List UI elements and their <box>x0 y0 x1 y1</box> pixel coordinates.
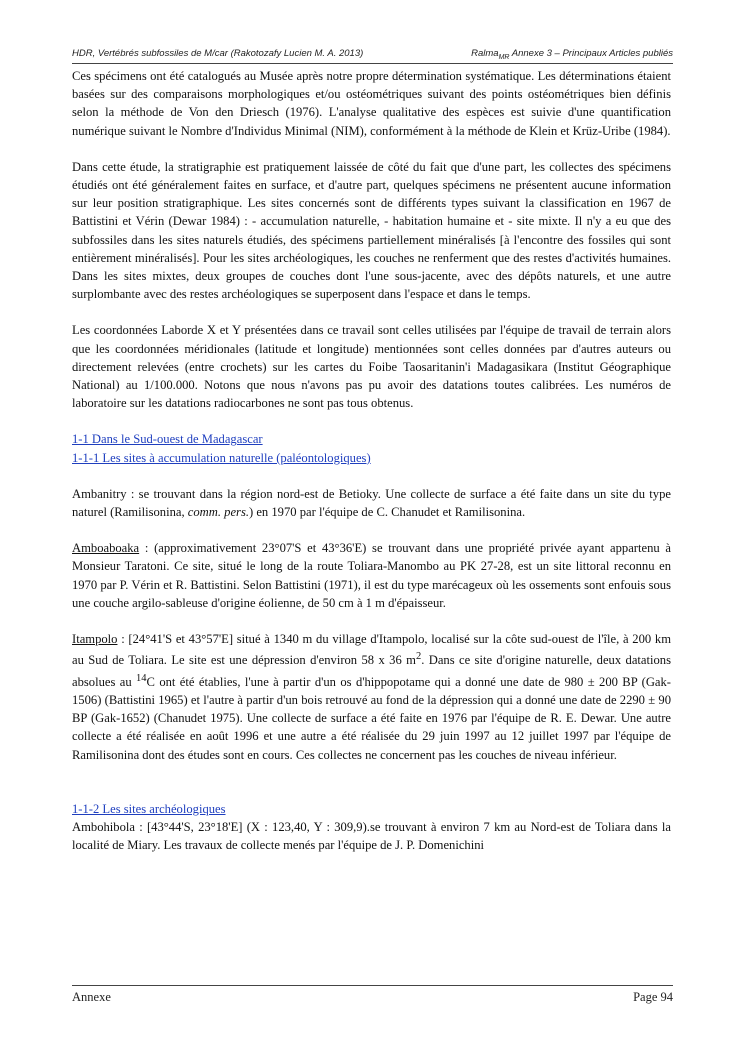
site-itampolo: Itampolo : [24°41'S et 43°57'E] situé à 1340 m du village d'Itampolo, localisé sur la côte sud-ouest de l'île, à 200 km au Sud de Toliara. Le site est une dépression d'environ 58 x 36 $m^2$. Dans ce site d'origine naturelle, deux datations absolues au $^{14}$C ont été établies, l'une à partir d'un os d'hippopotame qui a donné une date de 980 ± 200 BP (Gak-1506) (Battistini 1965) et l'autre à partir d'un bois retrouvé au fond de la dépression qui a donné une date de 2290 ± 90 BP (Gak-1652) (Chanudet 1975). Une collecte de surface a été faite en 1976 par l'équipe de R. E. Dewar. Une autre collecte a été réalisée en août 1996 et une autre a été réalisée du 29 juin 1997 au 12 juillet 1997 par l'équipe de Ramilisonina dont des études sont en cours. Ces collectes ne concernent pas les couches de niveau inférieur. <box>72 632 671 762</box>
section-heading-sud-ouest[interactable]: 1-1 Dans le Sud-ouest de Madagascar <box>72 432 263 447</box>
site-name-amboaboaka: Amboaboaka <box>72 541 140 556</box>
paragraph-coordinates: Les coordonnées Laborde X et Y présentées dans ce travail sont celles utilisées par l'équipe de travail de terrain alors que les coordonnées méridionales (latitude et longitude) mentionnées sont celles données par d'autres auteurs ou directement relevées (entre crochets) sur les cartes du Foibe Taosaritanin'i Madagasikara (Institut Géographique National) au 1/100.000. Notons que nous n'avons pas pu avoir des datations toutes calibrées. Les numéros de laboratoire sur les datations radiocarbones ne sont pas tous obtenus. <box>72 323 671 411</box>
footer-divider <box>72 985 673 986</box>
site-name-itampolo: Itampolo <box>72 632 118 647</box>
header-divider <box>72 63 673 64</box>
footer-left: Annexe <box>72 990 111 1004</box>
site-ambanitry: Ambanitry : se trouvant dans la région nord-est de Betioky. Une collecte de surface a été faite dans un site du type naturel (Ramilisonina, comm. pers.) en 1970 par l'équipe de C. Chanudet et Ramilisonina. <box>72 486 671 520</box>
paragraph-stratigraphy: Dans cette étude, la stratigraphie est pratiquement laissée de côté du fait que d'une part, les collectes des spécimens étudiés ont été généralement faites en surface, et d'autre part, quelques spécimens ne présentent aucune information sur leur position stratigraphique. Les sites concernés sont de différents types suivant la classification en 1967 de Battistini et Vérin (Dewar 1984) : - accumulation naturelle, - habitation humaine et - site mixte. Il n'y a eu que des subfossiles dans les sites naturels étudiés, des spécimens partiellement minéralisés [à l'encontre des fossiles qui sont entièrement minéralisés]. Pour les sites archéologiques, les couches ne renferment que des restes d'activités humaines. Dans les sites mixtes, deux groupes de couches dont l'une sous-jacente, avec des dépôts naturels, et une autre surplombante avec des restes archéologiques se superposent dans l'espace et dans le temps. <box>72 159 671 302</box>
site-ambohibola: Ambohibola : [43°44'S, 23°18'E] (X : 123,40, Y : 309,9).se trouvant à environ 7 km au Nord-est de Toliara dans la localité de Miary. Les travaux de collecte menés par l'équipe de J. P. Domenichini <box>72 820 671 853</box>
running-header <box>72 44 673 64</box>
site-amboaboaka: Amboaboaka : (approximativement 23°07'S et 43°36'E) se trouvant dans une propriété privée ayant appartenu à Monsieur Taratoni. Ce site, situé le long de la route Toliara-Manombo au PK 27-28, est un site littoral reconnu en 1970 par P. Vérin et R. Battistini. Selon Battistini (1971), il est du type marécageux où les ossements sont enfouis sous une couche argilo-sableuse d'origine éolienne, de 50 cm à 1 m d'épaisseur. <box>72 541 671 610</box>
section-heading-archeologiques[interactable]: 1-1-2 Les sites archéologiques <box>72 801 226 816</box>
paragraph-specimens: Ces spécimens ont été catalogués au Musée après notre propre détermination systématique. Les déterminations étaient basées sur des comparaisons morphologiques et/ou ostéométriques suivant des points ostéométriques bien définis selon la méthode de Von den Driesch (1976). L'analyse qualitative des espèces est suivie d'une quantification numérique suivant le Nombre d'Individus Minimal (NIM), conformément à la méthode de Klein et Krüz-Uribe (1984). <box>72 69 671 138</box>
section-heading-accumulation[interactable]: 1-1-1 Les sites à accumulation naturelle (paléontologiques) <box>72 450 371 465</box>
header-right: Ralma$_{MR}$ Annexe 3 – Principaux Articles publiés <box>471 48 673 61</box>
header-left: HDR, Vertébrés subfossiles de M/car (Rakotozafy Lucien M. A. 2013) <box>72 48 364 59</box>
document-body <box>72 67 671 854</box>
page-number: Page 94 <box>633 990 673 1004</box>
